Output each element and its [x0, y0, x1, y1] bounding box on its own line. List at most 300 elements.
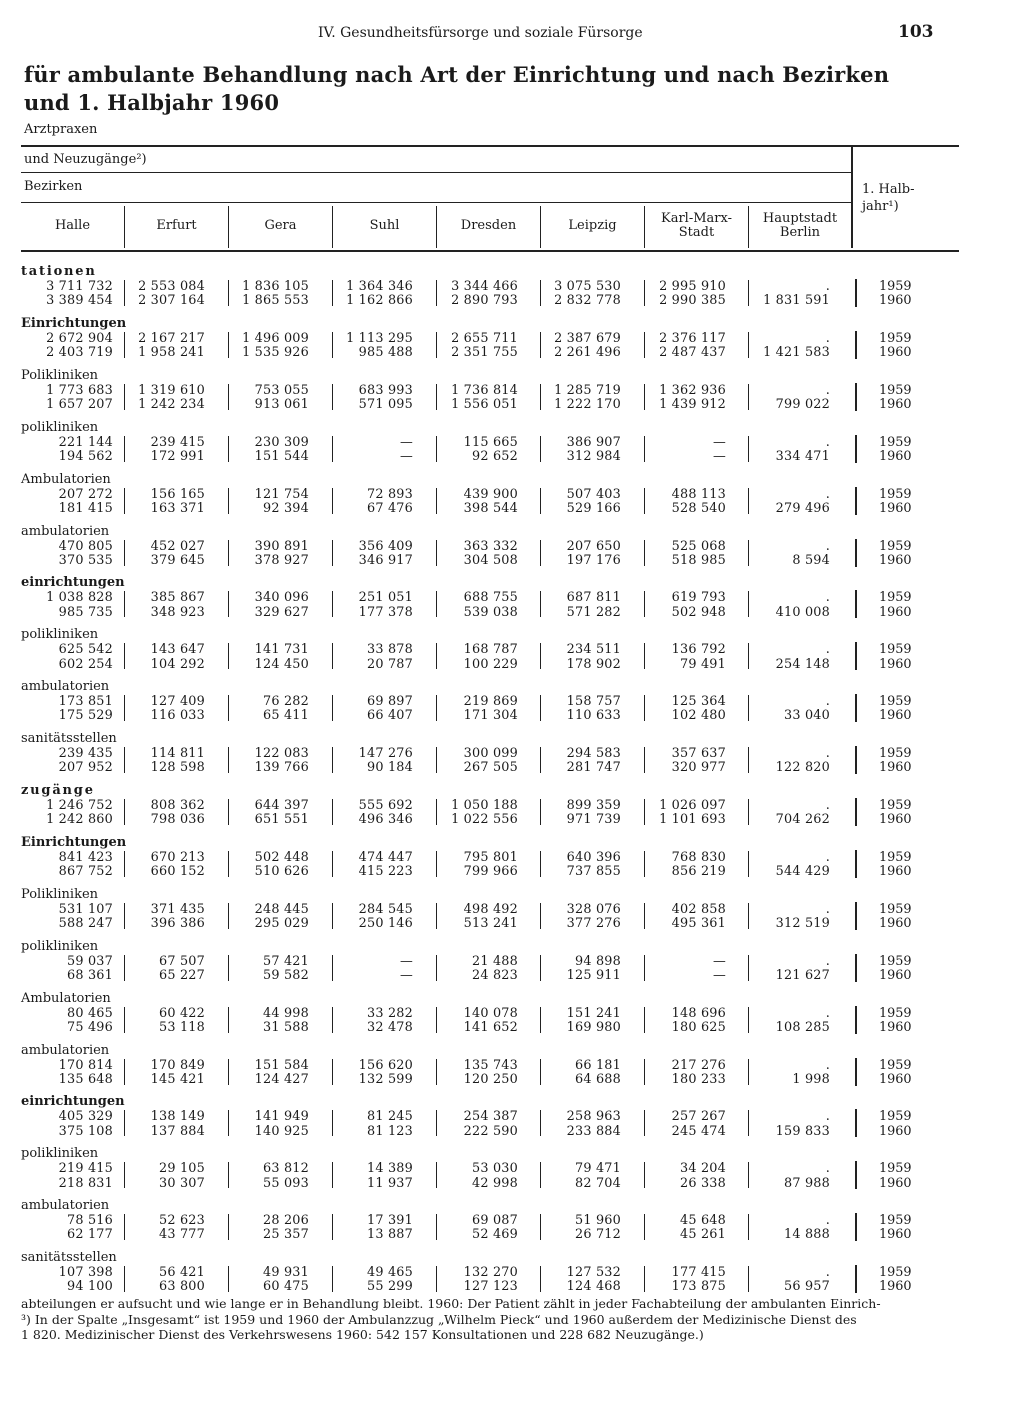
cell-suhl: 132 599 [358, 1071, 413, 1087]
cell-gera: 92 394 [263, 500, 309, 516]
column-divider [124, 1162, 125, 1188]
cell-gera: 753 055 [254, 382, 309, 398]
cell-year: 1959 [879, 434, 912, 450]
group-label: Ambulatorien [21, 471, 111, 487]
cell-halle: 531 107 [58, 901, 113, 917]
cell-leipzig: 169 980 [566, 1019, 621, 1035]
cell-erfurt: 2 553 084 [138, 279, 205, 294]
cell-berlin: . [825, 330, 830, 346]
cell-dresden: 3 344 466 [451, 279, 518, 294]
column-divider [332, 643, 333, 669]
cell-year: 1959 [879, 538, 912, 554]
cell-suhl: — [400, 448, 413, 464]
group-label: Polikliniken [21, 367, 99, 383]
column-divider [436, 1214, 437, 1240]
column-divider [644, 591, 645, 617]
cell-berlin: 8 594 [792, 552, 830, 568]
column-divider [540, 1266, 541, 1292]
column-divider [540, 695, 541, 721]
column-divider [540, 436, 541, 462]
cell-karl-marx-stadt: 257 267 [671, 1109, 726, 1125]
cell-halle: 239 435 [58, 746, 113, 762]
cell-leipzig: 2 387 679 [554, 330, 621, 346]
cell-karl-marx-stadt: 148 696 [671, 1005, 726, 1021]
cell-gera: 76 282 [263, 694, 309, 710]
cell-berlin: 14 888 [784, 1227, 830, 1243]
cell-halle: 75 496 [67, 1019, 113, 1035]
column-divider [332, 851, 333, 877]
cell-leipzig: 1 285 719 [554, 382, 621, 398]
column-divider [124, 591, 125, 617]
cell-suhl: 90 184 [367, 760, 413, 776]
cell-year: 1960 [879, 1019, 912, 1035]
column-divider [644, 851, 645, 877]
column-header-suhl: Suhl [369, 218, 400, 233]
column-divider [124, 488, 125, 514]
bezirken-label: Bezirken [24, 179, 83, 194]
cell-year: 1960 [879, 604, 912, 620]
cell-karl-marx-stadt: — [713, 967, 726, 983]
cell-halle: 80 465 [67, 1005, 113, 1021]
cell-erfurt: 29 105 [159, 1161, 205, 1177]
cell-leipzig: 507 403 [566, 486, 621, 502]
cell-erfurt: 170 849 [150, 1057, 205, 1073]
cell-halle: 107 398 [58, 1265, 113, 1281]
column-divider [436, 1110, 437, 1136]
cell-leipzig: 571 282 [566, 604, 621, 620]
cell-gera: 151 544 [254, 448, 309, 464]
cell-karl-marx-stadt: 180 233 [671, 1071, 726, 1087]
column-divider [540, 591, 541, 617]
cell-year: 1959 [879, 1161, 912, 1177]
cell-gera: 139 766 [254, 760, 309, 776]
cell-halle: 375 108 [58, 1123, 113, 1139]
cell-gera: 340 096 [254, 590, 309, 606]
column-divider [124, 436, 125, 462]
table-subtitle: Arztpraxen [24, 122, 98, 137]
column-divider [332, 488, 333, 514]
column-divider [228, 1059, 229, 1085]
cell-dresden: 115 665 [463, 434, 518, 450]
cell-halle: 1 773 683 [46, 382, 113, 398]
cell-year: 1959 [879, 1109, 912, 1125]
cell-berlin: 544 429 [775, 864, 830, 880]
cell-erfurt: 156 165 [150, 486, 205, 502]
cell-erfurt: 239 415 [150, 434, 205, 450]
cell-erfurt: 163 371 [150, 500, 205, 516]
cell-suhl: 32 478 [367, 1019, 413, 1035]
cell-halle: 867 752 [58, 864, 113, 880]
year-divider [855, 590, 857, 618]
column-divider [436, 384, 437, 410]
column-divider [540, 1007, 541, 1033]
cell-gera: 55 093 [263, 1175, 309, 1191]
cell-halle: 59 037 [67, 953, 113, 969]
column-divider [124, 1007, 125, 1033]
cell-erfurt: 396 386 [150, 916, 205, 931]
column-divider [124, 332, 125, 358]
cell-dresden: 300 099 [463, 746, 518, 762]
table-title-line-2: und 1. Halbjahr 1960 [24, 90, 280, 115]
year-divider [855, 1109, 857, 1137]
column-divider [644, 955, 645, 981]
column-divider [540, 643, 541, 669]
column-divider [332, 1214, 333, 1240]
year-divider [855, 539, 857, 567]
cell-leipzig: 64 688 [575, 1071, 621, 1087]
cell-erfurt: 60 422 [159, 1005, 205, 1021]
column-divider [748, 851, 749, 877]
year-divider [855, 798, 857, 826]
column-divider [332, 540, 333, 566]
column-divider [332, 280, 333, 306]
cell-dresden: 69 087 [472, 1213, 518, 1229]
column-divider [540, 384, 541, 410]
cell-gera: 44 998 [263, 1005, 309, 1021]
cell-leipzig: 2 261 496 [554, 345, 621, 361]
cell-dresden: 267 505 [463, 760, 518, 776]
cell-berlin: 87 988 [784, 1175, 830, 1191]
column-header-halle: Halle [54, 218, 91, 233]
cell-karl-marx-stadt: 525 068 [671, 538, 726, 554]
column-divider [228, 695, 229, 721]
cell-suhl: 1 162 866 [346, 293, 413, 309]
year-divider [855, 1058, 857, 1086]
column-divider [228, 436, 229, 462]
column-header-leipzig: Leipzig [568, 218, 617, 233]
column-divider [436, 851, 437, 877]
column-divider [644, 799, 645, 825]
cell-gera: 124 450 [254, 656, 309, 672]
cell-karl-marx-stadt: 495 361 [671, 916, 726, 931]
column-divider [332, 1266, 333, 1292]
cell-dresden: 498 492 [463, 901, 518, 917]
column-divider [228, 747, 229, 773]
group-label: Einrichtungen [21, 315, 127, 331]
cell-berlin: 312 519 [775, 916, 830, 931]
column-divider [540, 540, 541, 566]
column-divider [332, 332, 333, 358]
cell-halle: 221 144 [58, 434, 113, 450]
cell-halle: 219 415 [58, 1161, 113, 1177]
cell-erfurt: 65 227 [159, 967, 205, 983]
cell-berlin: . [825, 798, 830, 813]
cell-erfurt: 56 421 [159, 1265, 205, 1281]
cell-year: 1959 [879, 279, 912, 294]
cell-leipzig: 2 832 778 [554, 293, 621, 309]
cell-dresden: 127 123 [463, 1279, 518, 1295]
cell-berlin: . [825, 382, 830, 398]
column-divider [332, 591, 333, 617]
column-divider [124, 799, 125, 825]
cell-dresden: 1 556 051 [451, 397, 518, 412]
cell-dresden: 21 488 [472, 953, 518, 969]
cell-berlin: . [825, 901, 830, 917]
cell-halle: 207 952 [58, 760, 113, 776]
cell-halle: 135 648 [58, 1071, 113, 1087]
cell-year: 1959 [879, 642, 912, 658]
column-divider [124, 695, 125, 721]
cell-karl-marx-stadt: — [713, 434, 726, 450]
cell-year: 1959 [879, 1005, 912, 1021]
column-divider [644, 280, 645, 306]
group-label: tationen [21, 264, 97, 279]
cell-halle: 62 177 [67, 1227, 113, 1243]
cell-berlin: 1 998 [792, 1071, 830, 1087]
cell-year: 1960 [879, 864, 912, 880]
column-divider [332, 436, 333, 462]
cell-gera: 1 535 926 [242, 345, 309, 361]
cell-gera: 140 925 [254, 1123, 309, 1139]
cell-gera: 378 927 [254, 552, 309, 568]
column-divider [748, 1059, 749, 1085]
cell-karl-marx-stadt: 173 875 [671, 1279, 726, 1295]
cell-suhl: 66 407 [367, 708, 413, 724]
cell-halle: 170 814 [58, 1057, 113, 1073]
cell-berlin: . [825, 694, 830, 710]
column-divider [748, 436, 749, 462]
cell-berlin: 108 285 [775, 1019, 830, 1035]
cell-karl-marx-stadt: 1 026 097 [659, 798, 726, 813]
cell-leipzig: 258 963 [566, 1109, 621, 1125]
cell-leipzig: 94 898 [575, 953, 621, 969]
cell-halle: 841 423 [58, 849, 113, 865]
cell-karl-marx-stadt: 102 480 [671, 708, 726, 724]
cell-dresden: 141 652 [463, 1019, 518, 1035]
cell-gera: 124 427 [254, 1071, 309, 1087]
cell-leipzig: 529 166 [566, 500, 621, 516]
cell-dresden: 100 229 [463, 656, 518, 672]
cell-year: 1960 [879, 1071, 912, 1087]
cell-dresden: 140 078 [463, 1005, 518, 1021]
cell-gera: 248 445 [254, 901, 309, 917]
cell-suhl: 251 051 [358, 590, 413, 606]
cell-gera: 1 496 009 [242, 330, 309, 346]
column-divider [540, 747, 541, 773]
cell-suhl: 69 897 [367, 694, 413, 710]
column-divider [436, 747, 437, 773]
header-rule-2 [21, 172, 851, 173]
cell-suhl: — [400, 434, 413, 450]
cell-suhl: 1 364 346 [346, 279, 413, 294]
column-divider [124, 384, 125, 410]
cell-suhl: 985 488 [358, 345, 413, 361]
column-divider [228, 540, 229, 566]
cell-year: 1960 [879, 448, 912, 464]
column-divider [228, 643, 229, 669]
cell-gera: 63 812 [263, 1161, 309, 1177]
section-label: und Neuzugänge²) [24, 152, 147, 167]
column-divider [332, 955, 333, 981]
cell-dresden: 304 508 [463, 552, 518, 568]
page-number: 103 [898, 22, 934, 42]
cell-halle: 470 805 [58, 538, 113, 554]
cell-karl-marx-stadt: 136 792 [671, 642, 726, 658]
column-divider [332, 903, 333, 929]
column-divider [540, 1214, 541, 1240]
cell-karl-marx-stadt: 79 491 [680, 656, 726, 672]
cell-halle: 625 542 [58, 642, 113, 658]
cell-suhl: 356 409 [358, 538, 413, 554]
cell-suhl: 415 223 [358, 864, 413, 880]
cell-erfurt: 379 645 [150, 552, 205, 568]
cell-karl-marx-stadt: 217 276 [671, 1057, 726, 1073]
cell-leipzig: 197 176 [566, 552, 621, 568]
cell-halle: 602 254 [58, 656, 113, 672]
cell-leipzig: 125 911 [566, 967, 621, 983]
column-divider [644, 643, 645, 669]
cell-erfurt: 1 958 241 [138, 345, 205, 361]
column-divider [228, 332, 229, 358]
column-divider [124, 903, 125, 929]
cell-leipzig: 312 984 [566, 448, 621, 464]
year-divider [855, 642, 857, 670]
cell-leipzig: 386 907 [566, 434, 621, 450]
column-divider [124, 851, 125, 877]
cell-suhl: 147 276 [358, 746, 413, 762]
cell-suhl: 346 917 [358, 552, 413, 568]
cell-year: 1959 [879, 746, 912, 762]
cell-leipzig: 234 511 [566, 642, 621, 658]
column-divider [644, 1059, 645, 1085]
column-divider [124, 540, 125, 566]
column-divider [748, 1162, 749, 1188]
cell-berlin: . [825, 590, 830, 606]
column-divider [436, 955, 437, 981]
year-divider [855, 902, 857, 930]
cell-year: 1959 [879, 486, 912, 502]
year-divider [855, 279, 857, 307]
column-divider [748, 280, 749, 306]
group-label: zugänge [21, 783, 95, 798]
column-divider [436, 1007, 437, 1033]
cell-karl-marx-stadt: 245 474 [671, 1123, 726, 1139]
cell-suhl: 55 299 [367, 1279, 413, 1295]
column-divider [436, 1162, 437, 1188]
cell-karl-marx-stadt: 125 364 [671, 694, 726, 710]
cell-berlin: . [825, 849, 830, 865]
cell-gera: 141 731 [254, 642, 309, 658]
column-divider [644, 540, 645, 566]
column-divider [644, 747, 645, 773]
cell-erfurt: 43 777 [159, 1227, 205, 1243]
column-divider [644, 1007, 645, 1033]
column-divider [748, 695, 749, 721]
cell-gera: 295 029 [254, 916, 309, 931]
column-divider [540, 488, 541, 514]
cell-suhl: 14 389 [367, 1161, 413, 1177]
cell-erfurt: 385 867 [150, 590, 205, 606]
running-head: IV. Gesundheitsfürsorge und soziale Fürsorge [318, 25, 643, 41]
year-divider [855, 1161, 857, 1189]
cell-karl-marx-stadt: 2 376 117 [659, 330, 726, 346]
halbjahr-divider [851, 146, 853, 248]
cell-halle: 588 247 [58, 916, 113, 931]
cell-year: 1959 [879, 1057, 912, 1073]
cell-halle: 370 535 [58, 552, 113, 568]
cell-leipzig: 281 747 [566, 760, 621, 776]
year-divider [855, 1006, 857, 1034]
cell-suhl: 571 095 [358, 397, 413, 412]
year-divider [855, 850, 857, 878]
column-divider [748, 591, 749, 617]
group-label: sanitätsstellen [21, 1250, 117, 1266]
cell-dresden: 799 966 [463, 864, 518, 880]
column-divider [644, 695, 645, 721]
cell-leipzig: 66 181 [575, 1057, 621, 1073]
cell-gera: 510 626 [254, 864, 309, 880]
cell-suhl: 81 123 [367, 1123, 413, 1139]
cell-leipzig: 51 960 [575, 1213, 621, 1229]
cell-suhl: 17 391 [367, 1213, 413, 1229]
cell-karl-marx-stadt: — [713, 953, 726, 969]
cell-karl-marx-stadt: 45 648 [680, 1213, 726, 1229]
cell-suhl: 72 893 [367, 486, 413, 502]
column-divider [332, 1059, 333, 1085]
cell-halle: 78 516 [67, 1213, 113, 1229]
cell-leipzig: 377 276 [566, 916, 621, 931]
cell-leipzig: 110 633 [566, 708, 621, 724]
cell-dresden: 254 387 [463, 1109, 518, 1125]
cell-berlin: 704 262 [775, 812, 830, 828]
cell-karl-marx-stadt: 488 113 [671, 486, 726, 502]
cell-gera: 121 754 [254, 486, 309, 502]
cell-dresden: 795 801 [463, 849, 518, 865]
column-divider [332, 747, 333, 773]
table-title-line-1: für ambulante Behandlung nach Art der Einrichtung und nach Bezirken [24, 62, 890, 87]
cell-dresden: 132 270 [463, 1265, 518, 1281]
column-divider [228, 903, 229, 929]
cell-dresden: 2 890 793 [451, 293, 518, 309]
footnote-line: 1 820. Medizinischer Dienst des Verkehrswesens 1960: 542 157 Konsultationen und 228 682 Neuzugänge.) [21, 1327, 704, 1342]
cell-karl-marx-stadt: 518 985 [671, 552, 726, 568]
cell-berlin: . [825, 953, 830, 969]
column-divider [228, 1266, 229, 1292]
cell-year: 1960 [879, 967, 912, 983]
cell-karl-marx-stadt: 768 830 [671, 849, 726, 865]
cell-erfurt: 670 213 [150, 849, 205, 865]
cell-erfurt: 2 307 164 [138, 293, 205, 309]
cell-halle: 2 672 904 [46, 330, 113, 346]
cell-gera: 141 949 [254, 1109, 309, 1125]
cell-erfurt: 452 027 [150, 538, 205, 554]
cell-karl-marx-stadt: 320 977 [671, 760, 726, 776]
header-bottom-rule [21, 250, 959, 252]
cell-halle: 194 562 [58, 448, 113, 464]
cell-erfurt: 138 149 [150, 1109, 205, 1125]
cell-suhl: 250 146 [358, 916, 413, 931]
year-divider [855, 1265, 857, 1293]
cell-erfurt: 127 409 [150, 694, 205, 710]
cell-berlin: . [825, 1057, 830, 1073]
group-label: einrichtungen [21, 575, 125, 591]
cell-erfurt: 128 598 [150, 760, 205, 776]
column-divider [748, 1266, 749, 1292]
column-header-berlin: Hauptstadt Berlin [762, 211, 838, 240]
cell-halle: 985 735 [58, 604, 113, 620]
cell-berlin: . [825, 486, 830, 502]
cell-suhl: 33 282 [367, 1005, 413, 1021]
column-divider [748, 1214, 749, 1240]
column-divider [332, 1162, 333, 1188]
column-divider [124, 1266, 125, 1292]
cell-halle: 68 361 [67, 967, 113, 983]
cell-suhl: 49 465 [367, 1265, 413, 1281]
column-divider [124, 747, 125, 773]
column-divider [436, 903, 437, 929]
cell-berlin: . [825, 279, 830, 294]
column-divider [540, 1162, 541, 1188]
